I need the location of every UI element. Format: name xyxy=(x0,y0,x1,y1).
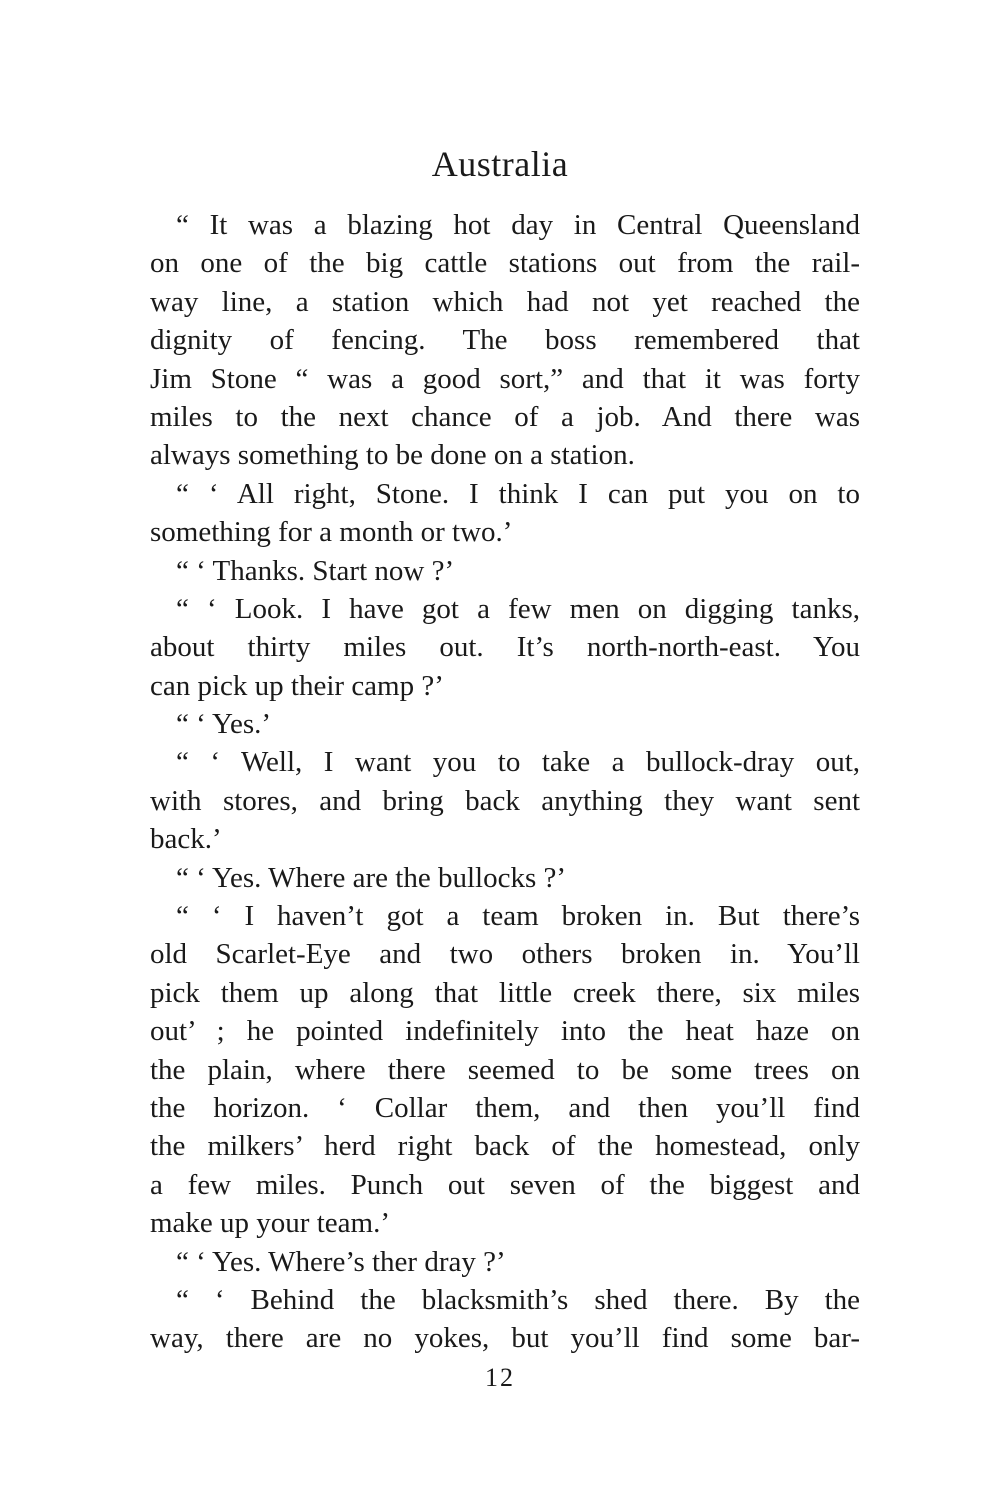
text-line: “ ‘ I haven’t got a team broken in. But there’s xyxy=(176,900,860,933)
text-line: can pick up their camp ?’ xyxy=(150,669,444,702)
text-line: “ It was a blazing hot day in Central Queensland xyxy=(176,209,860,241)
text-line: pick them up along that little creek there, six miles xyxy=(150,976,860,1009)
text-line: the milkers’ herd right back of the homestead, only xyxy=(150,1130,860,1163)
text-line: Jim Stone “ was a good sort,” and that it was forty xyxy=(150,362,860,395)
text-line: “ ‘ All right, Stone. I think I can put you on to xyxy=(176,477,860,510)
text-line: about thirty miles out. It’s north-north-east. You xyxy=(150,631,860,664)
text-line: “ ‘ Yes.’ xyxy=(176,708,272,741)
text-line: dignity of fencing. The boss remembered that xyxy=(150,324,860,357)
text-line: always something to be done on a station. xyxy=(150,439,635,472)
text-line: back.’ xyxy=(150,823,222,856)
running-head: Australia xyxy=(431,144,569,184)
text-line: on one of the big cattle stations out from the rail- xyxy=(150,247,860,280)
text-line: “ ‘ Behind the blacksmith’s shed there. By the xyxy=(176,1283,860,1316)
text-line: “ ‘ Thanks. Start now ?’ xyxy=(176,554,455,587)
text-line: the horizon. ‘ Collar them, and then you’ll find xyxy=(150,1091,860,1124)
text-line: “ ‘ Look. I have got a few men on digging tanks, xyxy=(176,592,860,625)
text-line: a few miles. Punch out seven of the biggest and xyxy=(150,1168,860,1201)
text-line: “ ‘ Yes. Where are the bullocks ?’ xyxy=(176,861,567,894)
body-text xyxy=(150,206,860,1358)
text-line: “ ‘ Well, I want you to take a bullock-dray out, xyxy=(176,746,860,779)
text-line: out’ ; he pointed indefinitely into the heat haze on xyxy=(150,1015,860,1048)
text-line: “ ‘ Yes. Where’s ther dray ?’ xyxy=(176,1245,506,1278)
text-line: the plain, where there seemed to be some trees on xyxy=(150,1053,860,1086)
text-line: with stores, and bring back anything they want sent xyxy=(150,784,860,817)
text-line: something for a month or two.’ xyxy=(150,516,513,549)
text-line: old Scarlet-Eye and two others broken in. You’ll xyxy=(150,938,860,971)
text-line: way, there are no yokes, but you’ll find some bar- xyxy=(150,1322,860,1355)
text-line: miles to the next chance of a job. And there was xyxy=(150,400,860,433)
text-line: way line, a station which had not yet reached the xyxy=(150,285,860,318)
page-number: 12 xyxy=(485,1363,515,1392)
text-line: make up your team.’ xyxy=(150,1207,390,1240)
